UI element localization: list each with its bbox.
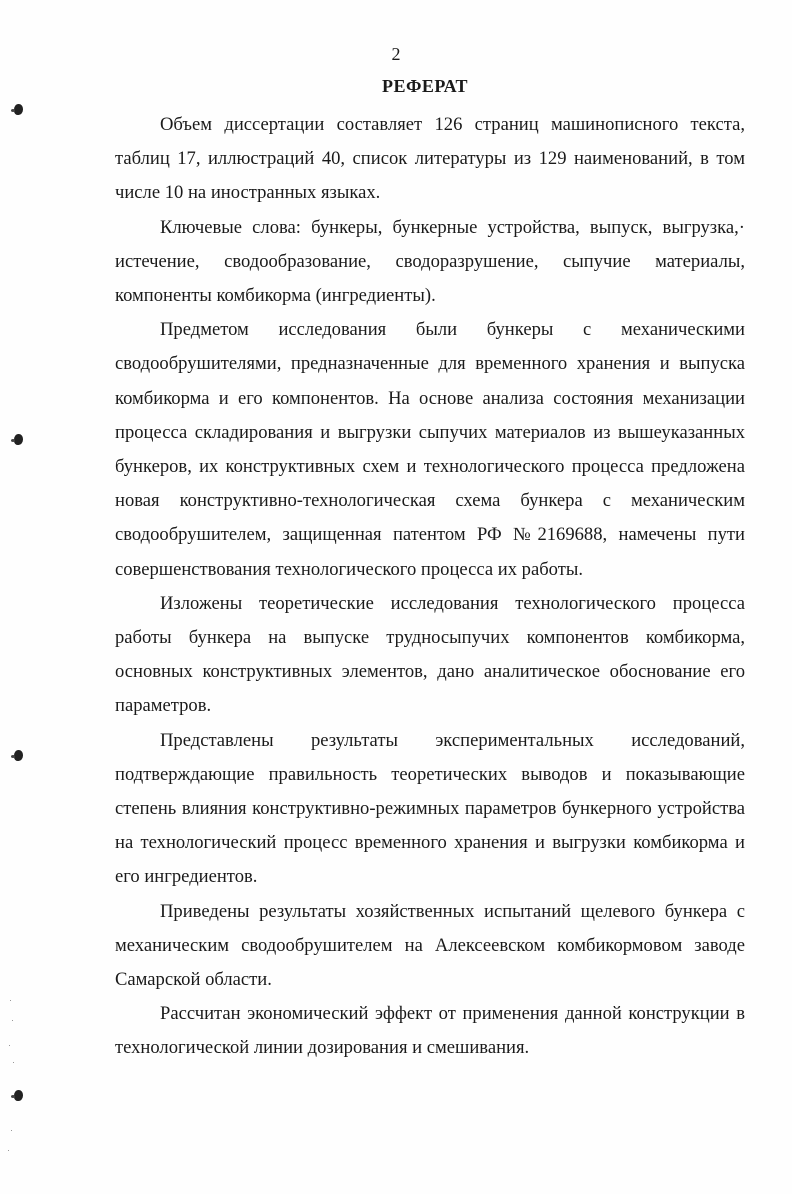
punch-hole-2-mark (11, 439, 15, 442)
scan-speck (10, 1000, 11, 1001)
punch-hole-4 (14, 1090, 23, 1101)
punch-hole-3 (14, 750, 23, 761)
page-title: РЕФЕРАТ (381, 76, 469, 96)
scan-speck (11, 1130, 12, 1131)
paragraph-volume: Объем диссертации составляет 126 страниц машинописного текста, таблиц 17, иллюстраций 40, список литературы из 129 наименований, в том числе 10 на иностранных языках. (115, 114, 745, 204)
paragraph-theory: Изложены теоретические исследования технологического процесса работы бункера на выпуске трудносыпучих компонентов комбикорма, основных конструктивных элементов, дано аналитическое обоснование его параметров. (115, 592, 745, 717)
scan-speck (8, 1150, 9, 1151)
punch-hole-4-mark (11, 1095, 15, 1098)
abstract-body (115, 108, 745, 1066)
paragraph-subject: Предметом исследования были бункеры с механическими сводообрушителями, предназначенные для временного хранения и выпуска комбикорма и его компонентов. На основе анализа состояния механизации процесса складирования и выгрузки сыпучих материалов из вышеуказанных бункеров, их конструктивных схем и технологического процесса предложена новая конструктивно-технологическая схема бункера с механическим сводообрушителем, защищенная патентом РФ №2169688, намечены пути совершенствования технологического процесса их работы. (115, 319, 745, 580)
punch-hole-1-mark (11, 109, 15, 112)
punch-hole-2 (14, 434, 23, 445)
scan-speck (12, 1020, 13, 1021)
paragraph-trials: Приведены результаты хозяйственных испытаний щелевого бункера с механическим сводообрушителем на Алексеевском комбикормовом заводе Самарской области. (115, 900, 745, 991)
paragraph-experiments: Представлены результаты экспериментальных исследований, подтверждающие правильность теоретических выводов и показывающие степень влияния конструктивно-режимных параметров бункерного устройства на технологический процесс временного хранения и выгрузки комбикорма и его ингредиентов. (115, 729, 745, 888)
scan-speck (9, 1045, 10, 1046)
punch-hole-3-mark (11, 755, 15, 758)
scan-speck (13, 1062, 14, 1063)
page-number: 2 (391, 44, 401, 64)
punch-hole-1 (14, 104, 23, 115)
paragraph-keywords: Ключевые слова: бункеры, бункерные устройства, выпуск, выгрузка,· истечение, сводообразование, сводоразрушение, сыпучие материалы, компоненты комбикорма (ингредиенты). (115, 216, 745, 307)
paragraph-economics: Рассчитан экономический эффект от применения данной конструкции в технологической линии дозирования и смешивания. (115, 1003, 745, 1059)
